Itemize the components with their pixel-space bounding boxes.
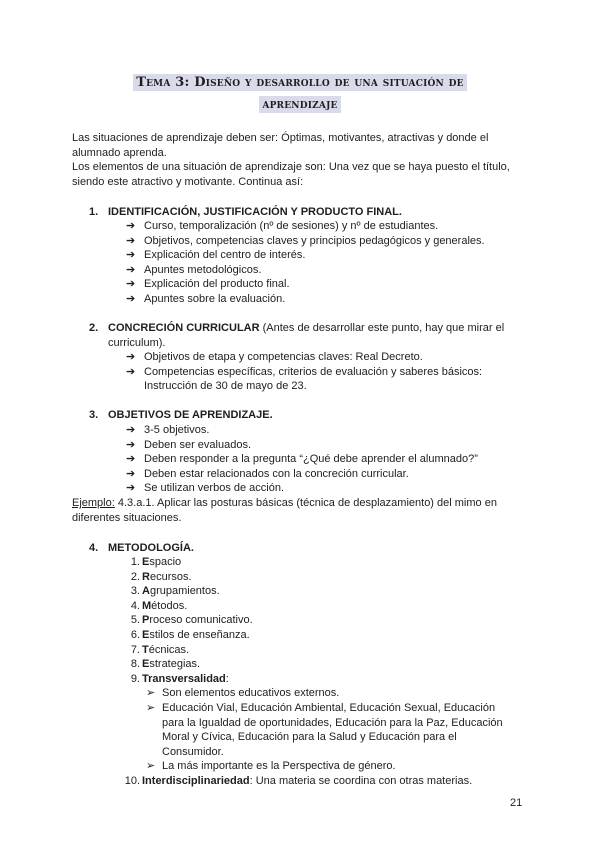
example-paragraph [72,496,512,526]
list-item: ➔ Objetivos, competencias claves y principios pedagógicos y generales. [126,234,485,247]
section-4-heading [89,541,194,556]
list-item-interdisciplinariedad: 10. Interdisciplinariedad: Una materia se coordina con otras materias. [124,774,473,787]
arrow-icon: ➔ [126,292,136,305]
list-item: 3. Agrupamientos. [130,585,220,598]
transversalidad-sublist [142,686,508,774]
section-2-heading [89,321,519,351]
section-3-number: 3. [89,409,99,421]
section-3-title: OBJETIVOS DE APRENDIZAJE. [108,409,273,421]
list-item: 8. Estrategias. [130,658,201,671]
section-2-list [126,350,506,394]
list-item: ➔ Curso, temporalización (nº de sesiones) y nº de estudiantes. [126,220,439,232]
list-item: ➔ Deben responder a la pregunta “¿Qué debe aprender el alumnado?” [126,453,478,466]
intro-paragraph-2: Los elementos de una situación de aprendizaje son: Una vez que se haya puesto el título, siendo este atractivo y motivante. Continua así: [72,161,510,188]
section-4-list [124,555,508,789]
list-item: ➔ 3-5 objetivos. [126,424,210,436]
list-item: ➔ Se utilizan verbos de acción. [126,482,285,495]
list-item: 1. Espacio [130,556,182,568]
section-1-list [126,219,485,307]
example-text: 4.3.a.1. Aplicar las posturas básicas (técnica de desplazamiento) del mimo en diferentes situaciones. [72,497,497,524]
list-item: ➔ Apuntes sobre la evaluación. [126,292,286,305]
sub-list-item: ➢ Educación Vial, Educación Ambiental, Educación Sexual, Educación para la Igualdad de oportunidades, Educación para la Paz, Educación Moral y Cívica, Educación para la Salud y Educación para el Consumidor. [146,701,503,758]
example-label: Ejemplo: [72,497,115,509]
arrow-icon: ➔ [126,234,136,247]
list-item-transversalidad: 9. Transversalidad: ➢ Son elementos educativos externos. ➢ Educación Vial, Educación Ambiental, Educación Sexual, Educación para la Igualdad de oportunidades, Educación para la Paz, Educación Moral y Cívica, Educación para la Salud y Educación para el Consumidor. ➢ La más importante es la Perspectiva de género. [128,672,508,774]
arrow-icon: ➔ [126,424,136,436]
list-item: 6. Estilos de enseñanza. [130,628,250,641]
list-item: ➔ Apuntes metodológicos. [126,263,262,276]
title-line-2: aprendizaje [259,96,340,113]
arrow-icon: ➔ [126,249,136,262]
section-1-number: 1. [89,206,99,218]
interdisciplinariedad-label: Interdisciplinariedad [142,774,250,787]
document-title [100,72,500,116]
intro-paragraph-1: Las situaciones de aprendizaje deben ser: Óptimas, motivantes, atractivas y donde el alumnado aprenda. [72,132,489,159]
arrow-icon: ➔ [126,263,136,276]
section-1-heading [89,205,402,220]
list-item: 7. Técnicas. [130,643,190,656]
list-item: ➔ Deben ser evaluados. [126,438,252,451]
arrowhead-icon: ➢ [146,701,156,714]
list-item: ➔ Explicación del centro de interés. [126,249,306,262]
section-2-note-continued: curriculum). [108,337,166,349]
section-2-number: 2. [89,322,99,334]
section-3-list [126,423,478,496]
arrowhead-icon: ➢ [146,760,156,773]
title-line-1: Tema 3: Diseño y desarrollo de una situación de [133,74,467,91]
section-1-title: IDENTIFICACIÓN, JUSTIFICACIÓN Y PRODUCTO FINAL. [108,206,402,218]
list-item: 4. Métodos. [130,599,188,612]
list-item: 5. Proceso comunicativo. [130,614,253,627]
arrow-icon: ➔ [126,351,136,363]
arrow-icon: ➔ [126,482,136,495]
arrow-icon: ➔ [126,220,136,232]
section-4-number: 4. [89,542,99,554]
section-3-heading [89,408,273,423]
arrow-icon: ➔ [126,365,136,378]
arrow-icon: ➔ [126,453,136,466]
list-item: ➔ Competencias específicas, criterios de evaluación y saberes básicos: Instrucción de 30 de mayo de 23. [126,365,483,393]
arrow-icon: ➔ [126,278,136,291]
arrow-icon: ➔ [126,438,136,451]
sub-list-item: ➢ La más importante es la Perspectiva de género. [146,760,396,773]
section-2-title: CONCRECIÓN CURRICULAR [108,322,260,334]
section-2-note: (Antes de desarrollar este punto, hay que mirar el [259,322,505,334]
list-item: ➔ Explicación del producto final. [126,278,290,291]
arrow-icon: ➔ [126,467,136,480]
list-item: 2. Recursos. [130,570,192,583]
list-item: ➔ Objetivos de etapa y competencias claves: Real Decreto. [126,351,423,363]
transversalidad-label: Transversalidad [142,672,226,685]
sub-list-item: ➢ Son elementos educativos externos. [146,687,340,700]
page-number: 21 [510,797,523,809]
list-item: ➔ Deben estar relacionados con la concreción curricular. [126,467,409,480]
arrowhead-icon: ➢ [146,687,156,700]
section-4-title: METODOLOGÍA. [108,542,194,554]
